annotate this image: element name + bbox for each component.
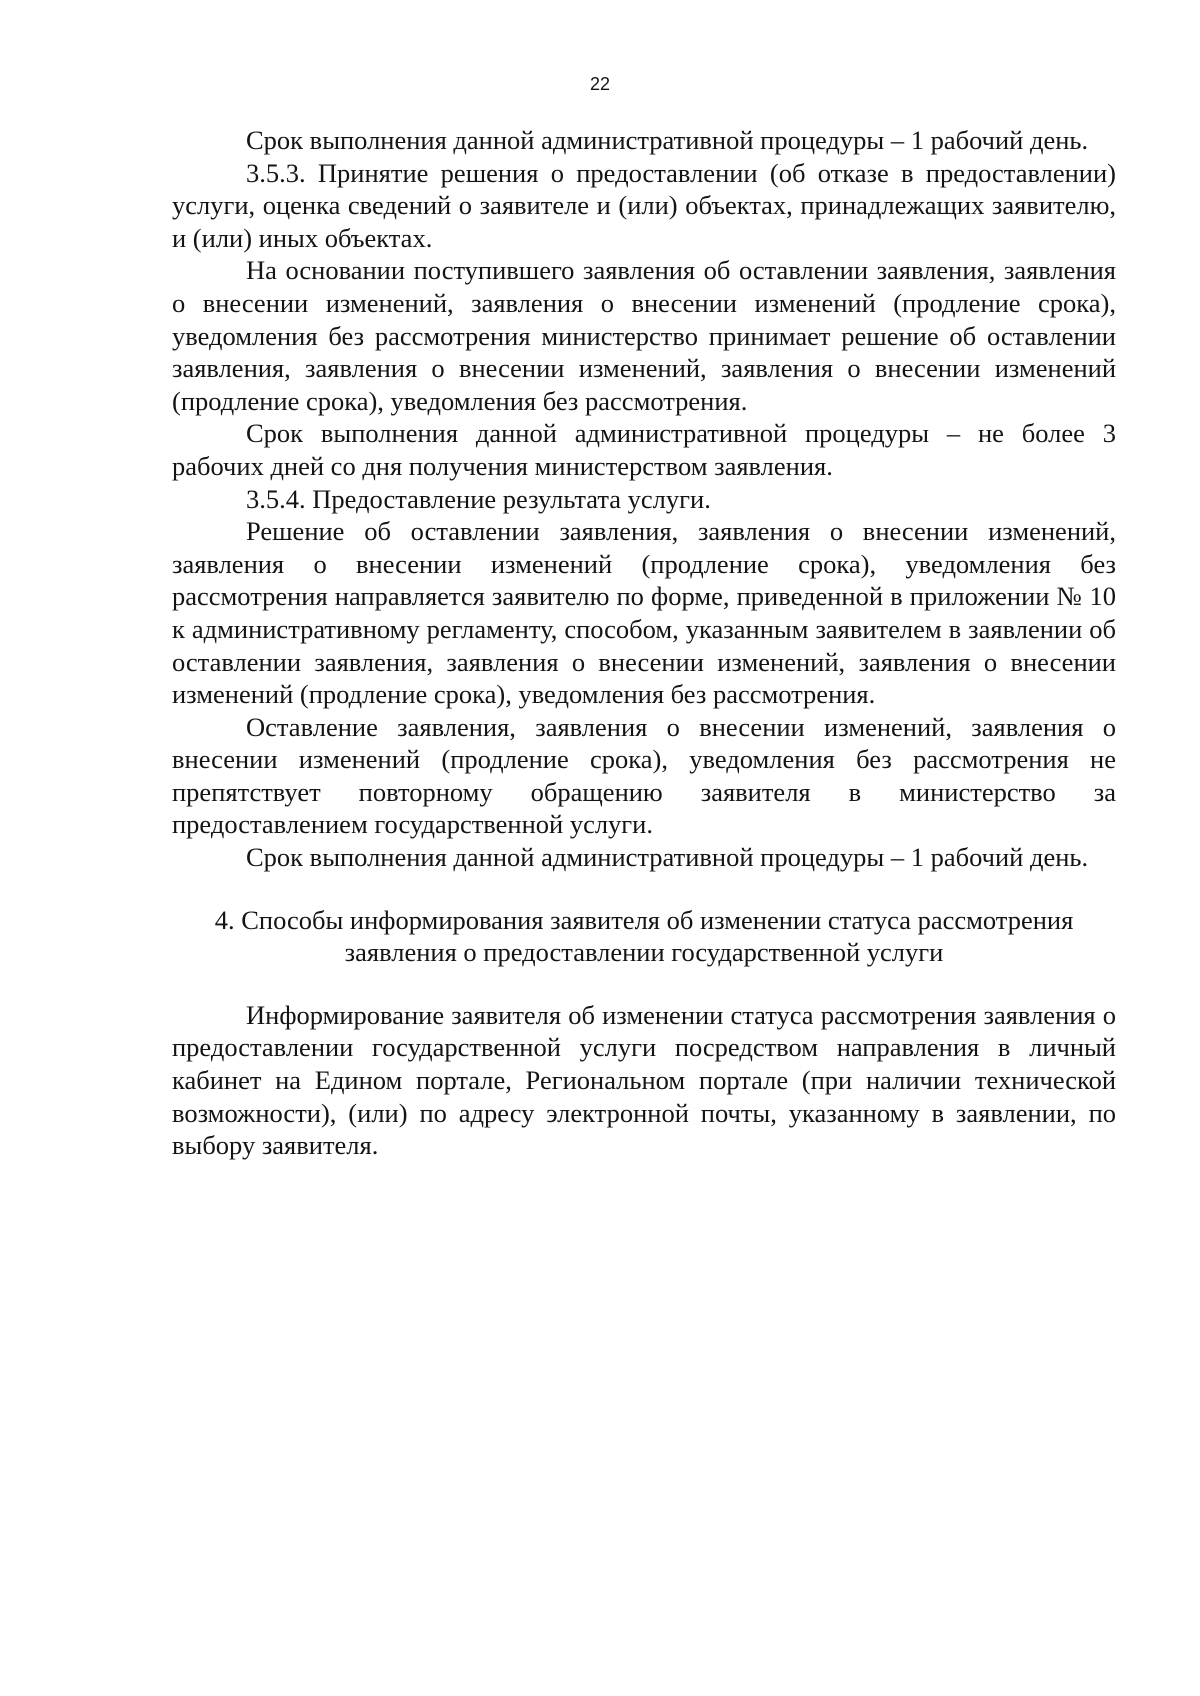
paragraph-3-5-3-title: 3.5.3. Принятие решения о предоставлении (об отказе в предоставлении) услуги, оценка сведений о заявителе и (или) объектах, принадлежащих заявителю, и (или) иных объектах. bbox=[172, 157, 1116, 253]
page-number: 22 bbox=[589, 74, 611, 94]
paragraph-status-notification: Информирование заявителя об изменении статуса рассмотрения заявления о предоставлении государственной услуги посредством направления в личный кабинет на Едином портале, Региональном портале (при наличии технической возможности), (или) по адресу электронной почты, указанному в заявлении, по выбору заявителя. bbox=[172, 999, 1116, 1161]
section-4-heading bbox=[172, 904, 1116, 969]
paragraph-procedure-term-1: Срок выполнения данной административной процедуры – 1 рабочий день. bbox=[246, 125, 1089, 155]
paragraph-decision-basis: На основании поступившего заявления об оставлении заявления, заявления о внесении изменений, заявления о внесении изменений (продление срока), уведомления без рассмотрения министерство принимает решение об оставлении заявления, заявления о внесении изменений, заявления о внесении изменений (продление срока), уведомления без рассмотрения. bbox=[172, 255, 1116, 416]
document-body bbox=[172, 124, 1116, 1162]
paragraph-procedure-term-3-days: Срок выполнения данной административной процедуры – не более 3 рабочих дней со дня получения министерством заявления. bbox=[172, 418, 1116, 481]
paragraph-repeat-request: Оставление заявления, заявления о внесении изменений, заявления о внесении изменений (продление срока), уведомления без рассмотрения не препятствует повторному обращению заявителя в министерство за предоставлением государственной услуги. bbox=[172, 711, 1116, 840]
section-4-heading-line-2: заявления о предоставлении государственной услуги bbox=[344, 937, 944, 968]
paragraph-3-5-4-title: 3.5.4. Предоставление результата услуги. bbox=[246, 483, 711, 514]
paragraph-decision-delivery: Решение об оставлении заявления, заявления о внесении изменений, заявления о внесении изменений (продление срока), уведомления без рассмотрения направляется заявителю по форме, приведенной в приложении № 10 к административному регламенту, способом, указанным заявителем в заявлении об оставлении заявления, заявления о внесении изменений, заявления о внесении изменений (продление срока), уведомления без рассмотрения. bbox=[172, 516, 1116, 710]
section-4-heading-line-1: 4. Способы информирования заявителя об изменении статуса рассмотрения bbox=[214, 904, 1074, 935]
paragraph-procedure-term-1-day: Срок выполнения данной административной процедуры – 1 рабочий день. bbox=[246, 842, 1089, 873]
